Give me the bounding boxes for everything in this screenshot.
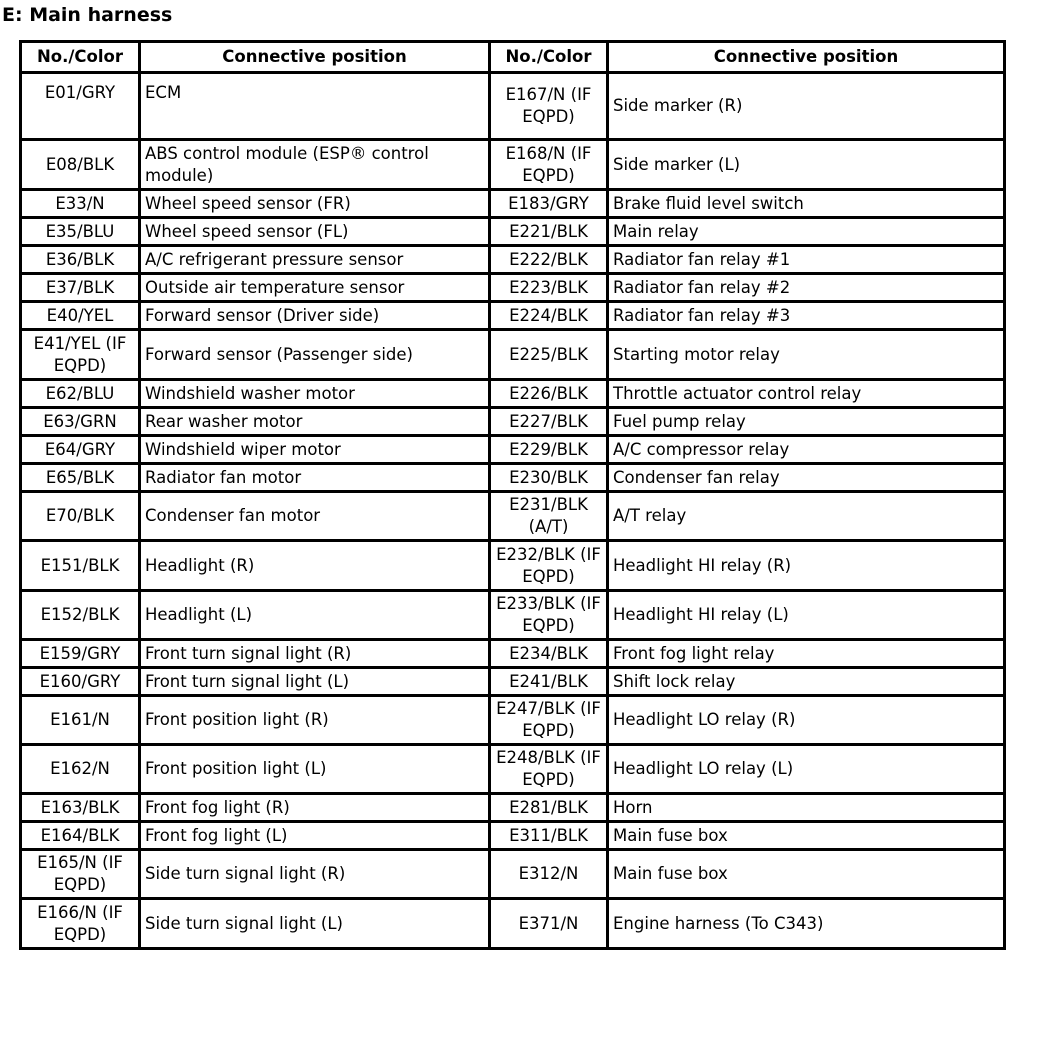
table-row — [21, 492, 1005, 541]
connector-number-cell: E162/N — [21, 745, 140, 794]
connective-position-cell: Windshield wiper motor — [140, 436, 490, 464]
connective-position-cell: Front turn signal light (R) — [140, 640, 490, 668]
table-row — [21, 668, 1005, 696]
connective-position-cell: Radiator fan relay #1 — [608, 246, 1005, 274]
table-row — [21, 190, 1005, 218]
connector-number-cell: E183/GRY — [490, 190, 608, 218]
connector-number-cell: E163/BLK — [21, 794, 140, 822]
connective-position-cell: Condenser fan motor — [140, 492, 490, 541]
connective-position-cell: Throttle actuator control relay — [608, 380, 1005, 408]
connective-position-cell: Wheel speed sensor (FR) — [140, 190, 490, 218]
connector-number-cell: E152/BLK — [21, 591, 140, 640]
connector-number-cell: E311/BLK — [490, 822, 608, 850]
connector-number-cell: E164/BLK — [21, 822, 140, 850]
connective-position-cell: Radiator fan relay #3 — [608, 302, 1005, 330]
connector-number-cell: E225/BLK — [490, 330, 608, 380]
header-row — [21, 42, 1005, 73]
table-row — [21, 794, 1005, 822]
table-row — [21, 408, 1005, 436]
connector-number-cell: E167/N (IF EQPD) — [490, 73, 608, 140]
connector-number-cell: E230/BLK — [490, 464, 608, 492]
table-row — [21, 850, 1005, 899]
connective-position-cell: Forward sensor (Driver side) — [140, 302, 490, 330]
connective-position-cell: Headlight LO relay (L) — [608, 745, 1005, 794]
connector-number-cell: E159/GRY — [21, 640, 140, 668]
table-row — [21, 380, 1005, 408]
connector-number-cell: E160/GRY — [21, 668, 140, 696]
connector-number-cell: E01/GRY — [21, 73, 140, 140]
connective-position-cell: Rear washer motor — [140, 408, 490, 436]
connective-position-cell: Headlight HI relay (R) — [608, 541, 1005, 591]
connective-position-cell: Headlight LO relay (R) — [608, 696, 1005, 745]
table-row — [21, 436, 1005, 464]
connective-position-cell: A/T relay — [608, 492, 1005, 541]
connector-number-cell: E64/GRY — [21, 436, 140, 464]
table-row — [21, 140, 1005, 190]
section-title: E: Main harness — [2, 4, 173, 26]
table-row — [21, 591, 1005, 640]
connector-number-cell: E281/BLK — [490, 794, 608, 822]
connector-number-cell: E37/BLK — [21, 274, 140, 302]
table-row — [21, 218, 1005, 246]
connective-position-cell: Front position light (R) — [140, 696, 490, 745]
table-body — [21, 73, 1005, 949]
connective-position-cell: Main fuse box — [608, 822, 1005, 850]
connective-position-cell: Starting motor relay — [608, 330, 1005, 380]
connective-position-cell: Front fog light (R) — [140, 794, 490, 822]
connective-position-cell: Headlight (L) — [140, 591, 490, 640]
connector-number-cell: E371/N — [490, 899, 608, 949]
connector-number-cell: E33/N — [21, 190, 140, 218]
connector-number-cell: E247/BLK (IF EQPD) — [490, 696, 608, 745]
connective-position-cell: Headlight (R) — [140, 541, 490, 591]
connective-position-cell: ABS control module (ESP® control module) — [140, 140, 490, 190]
connective-position-cell: Side turn signal light (R) — [140, 850, 490, 899]
connector-number-cell: E41/YEL (IF EQPD) — [21, 330, 140, 380]
connector-number-cell: E36/BLK — [21, 246, 140, 274]
connective-position-cell: Wheel speed sensor (FL) — [140, 218, 490, 246]
connective-position-cell: Forward sensor (Passenger side) — [140, 330, 490, 380]
connective-position-cell: Outside air temperature sensor — [140, 274, 490, 302]
connective-position-cell: Radiator fan relay #2 — [608, 274, 1005, 302]
connective-position-cell: Shift lock relay — [608, 668, 1005, 696]
connector-number-cell: E248/BLK (IF EQPD) — [490, 745, 608, 794]
connector-number-cell: E08/BLK — [21, 140, 140, 190]
connective-position-cell: Headlight HI relay (L) — [608, 591, 1005, 640]
connector-number-cell: E229/BLK — [490, 436, 608, 464]
connective-position-cell: ECM — [140, 73, 490, 140]
connective-position-cell: Side turn signal light (L) — [140, 899, 490, 949]
table-row — [21, 464, 1005, 492]
connective-position-cell: Condenser fan relay — [608, 464, 1005, 492]
header-connective-position: Connective position — [608, 42, 1005, 73]
table-row — [21, 274, 1005, 302]
connector-number-cell: E232/BLK (IF EQPD) — [490, 541, 608, 591]
connective-position-cell: Front turn signal light (L) — [140, 668, 490, 696]
connector-number-cell: E166/N (IF EQPD) — [21, 899, 140, 949]
table-row — [21, 745, 1005, 794]
connector-number-cell: E241/BLK — [490, 668, 608, 696]
harness-table — [19, 40, 1006, 950]
connector-number-cell: E63/GRN — [21, 408, 140, 436]
connective-position-cell: Front fog light (L) — [140, 822, 490, 850]
connective-position-cell: Radiator fan motor — [140, 464, 490, 492]
connector-number-cell: E151/BLK — [21, 541, 140, 591]
connective-position-cell: Side marker (R) — [608, 73, 1005, 140]
connective-position-cell: Fuel pump relay — [608, 408, 1005, 436]
connective-position-cell: Windshield washer motor — [140, 380, 490, 408]
connective-position-cell: A/C compressor relay — [608, 436, 1005, 464]
connective-position-cell: Main fuse box — [608, 850, 1005, 899]
table-row — [21, 330, 1005, 380]
header-connective-position: Connective position — [140, 42, 490, 73]
connector-number-cell: E223/BLK — [490, 274, 608, 302]
connector-number-cell: E65/BLK — [21, 464, 140, 492]
connector-number-cell: E234/BLK — [490, 640, 608, 668]
table-row — [21, 696, 1005, 745]
connective-position-cell: Horn — [608, 794, 1005, 822]
connector-number-cell: E231/BLK (A/T) — [490, 492, 608, 541]
connector-number-cell: E221/BLK — [490, 218, 608, 246]
table-row — [21, 246, 1005, 274]
connector-number-cell: E62/BLU — [21, 380, 140, 408]
table-row — [21, 640, 1005, 668]
connector-number-cell: E233/BLK (IF EQPD) — [490, 591, 608, 640]
connector-number-cell: E165/N (IF EQPD) — [21, 850, 140, 899]
connector-number-cell: E168/N (IF EQPD) — [490, 140, 608, 190]
table-row — [21, 302, 1005, 330]
connective-position-cell: A/C refrigerant pressure sensor — [140, 246, 490, 274]
connector-number-cell: E40/YEL — [21, 302, 140, 330]
table-row — [21, 541, 1005, 591]
connective-position-cell: Front fog light relay — [608, 640, 1005, 668]
connector-number-cell: E35/BLU — [21, 218, 140, 246]
connective-position-cell: Main relay — [608, 218, 1005, 246]
connector-number-cell: E226/BLK — [490, 380, 608, 408]
connective-position-cell: Side marker (L) — [608, 140, 1005, 190]
connector-number-cell: E222/BLK — [490, 246, 608, 274]
connector-number-cell: E224/BLK — [490, 302, 608, 330]
table-row — [21, 822, 1005, 850]
connective-position-cell: Front position light (L) — [140, 745, 490, 794]
connector-number-cell: E161/N — [21, 696, 140, 745]
connective-position-cell: Engine harness (To C343) — [608, 899, 1005, 949]
connector-number-cell: E70/BLK — [21, 492, 140, 541]
table-row — [21, 73, 1005, 140]
connector-number-cell: E312/N — [490, 850, 608, 899]
connector-number-cell: E227/BLK — [490, 408, 608, 436]
header-no-color: No./Color — [490, 42, 608, 73]
connective-position-cell: Brake fluid level switch — [608, 190, 1005, 218]
header-no-color: No./Color — [21, 42, 140, 73]
table-row — [21, 899, 1005, 949]
